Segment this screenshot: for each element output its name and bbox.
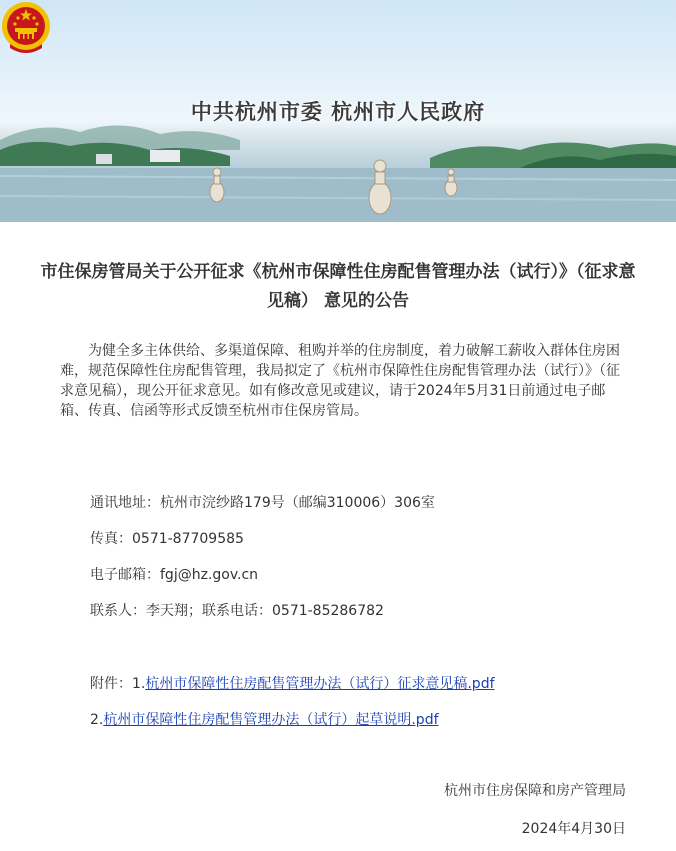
contact-address: 通讯地址：杭州市浣纱路179号（邮编310006）306室 <box>90 495 435 511</box>
attachment-row-1 <box>90 673 495 693</box>
header-banner <box>0 0 676 222</box>
article-intro-paragraph: 为健全多主体供给、多渠道保障、租购并举的住房制度，着力破解工薪收入群体住房困难，规范保障性住房配售管理，我局拟定了《杭州市保障性住房配售管理办法（试行）》（征求意见稿），现公开征求意见。如有修改意见或建议，请于2024年5月31日前通过电子邮箱、传真、信函等形式反馈至杭州市住保房管局。 <box>60 343 620 419</box>
signature-date: 2024年4月30日 <box>521 821 626 837</box>
contact-email: 电子邮箱：fgj@hz.gov.cn <box>90 567 259 583</box>
attachment-1-link[interactable]: 杭州市保障性住房配售管理办法（试行）征求意见稿.pdf <box>145 676 495 692</box>
attachment-1-number: 1. <box>132 676 146 692</box>
contact-fax: 传真：0571-87709585 <box>90 531 244 547</box>
attachment-2-number: 2. <box>90 712 104 728</box>
attachment-2-link[interactable]: 杭州市保障性住房配售管理办法（试行）起草说明.pdf <box>103 712 439 728</box>
contact-person: 联系人：李天翔；联系电话：0571-85286782 <box>90 603 384 619</box>
attachment-row-2 <box>90 709 439 729</box>
banner-title: 中共杭州市委 杭州市人民政府 <box>190 99 486 124</box>
signature-organization: 杭州市住房保障和房产管理局 <box>444 783 626 799</box>
attachments-label: 附件： <box>90 676 132 692</box>
national-emblem-icon <box>0 0 52 56</box>
article-title: 市住保房管局关于公开征求《杭州市保障性住房配售管理办法（试行）》（征求意见稿） 意见的公告 <box>40 262 636 311</box>
